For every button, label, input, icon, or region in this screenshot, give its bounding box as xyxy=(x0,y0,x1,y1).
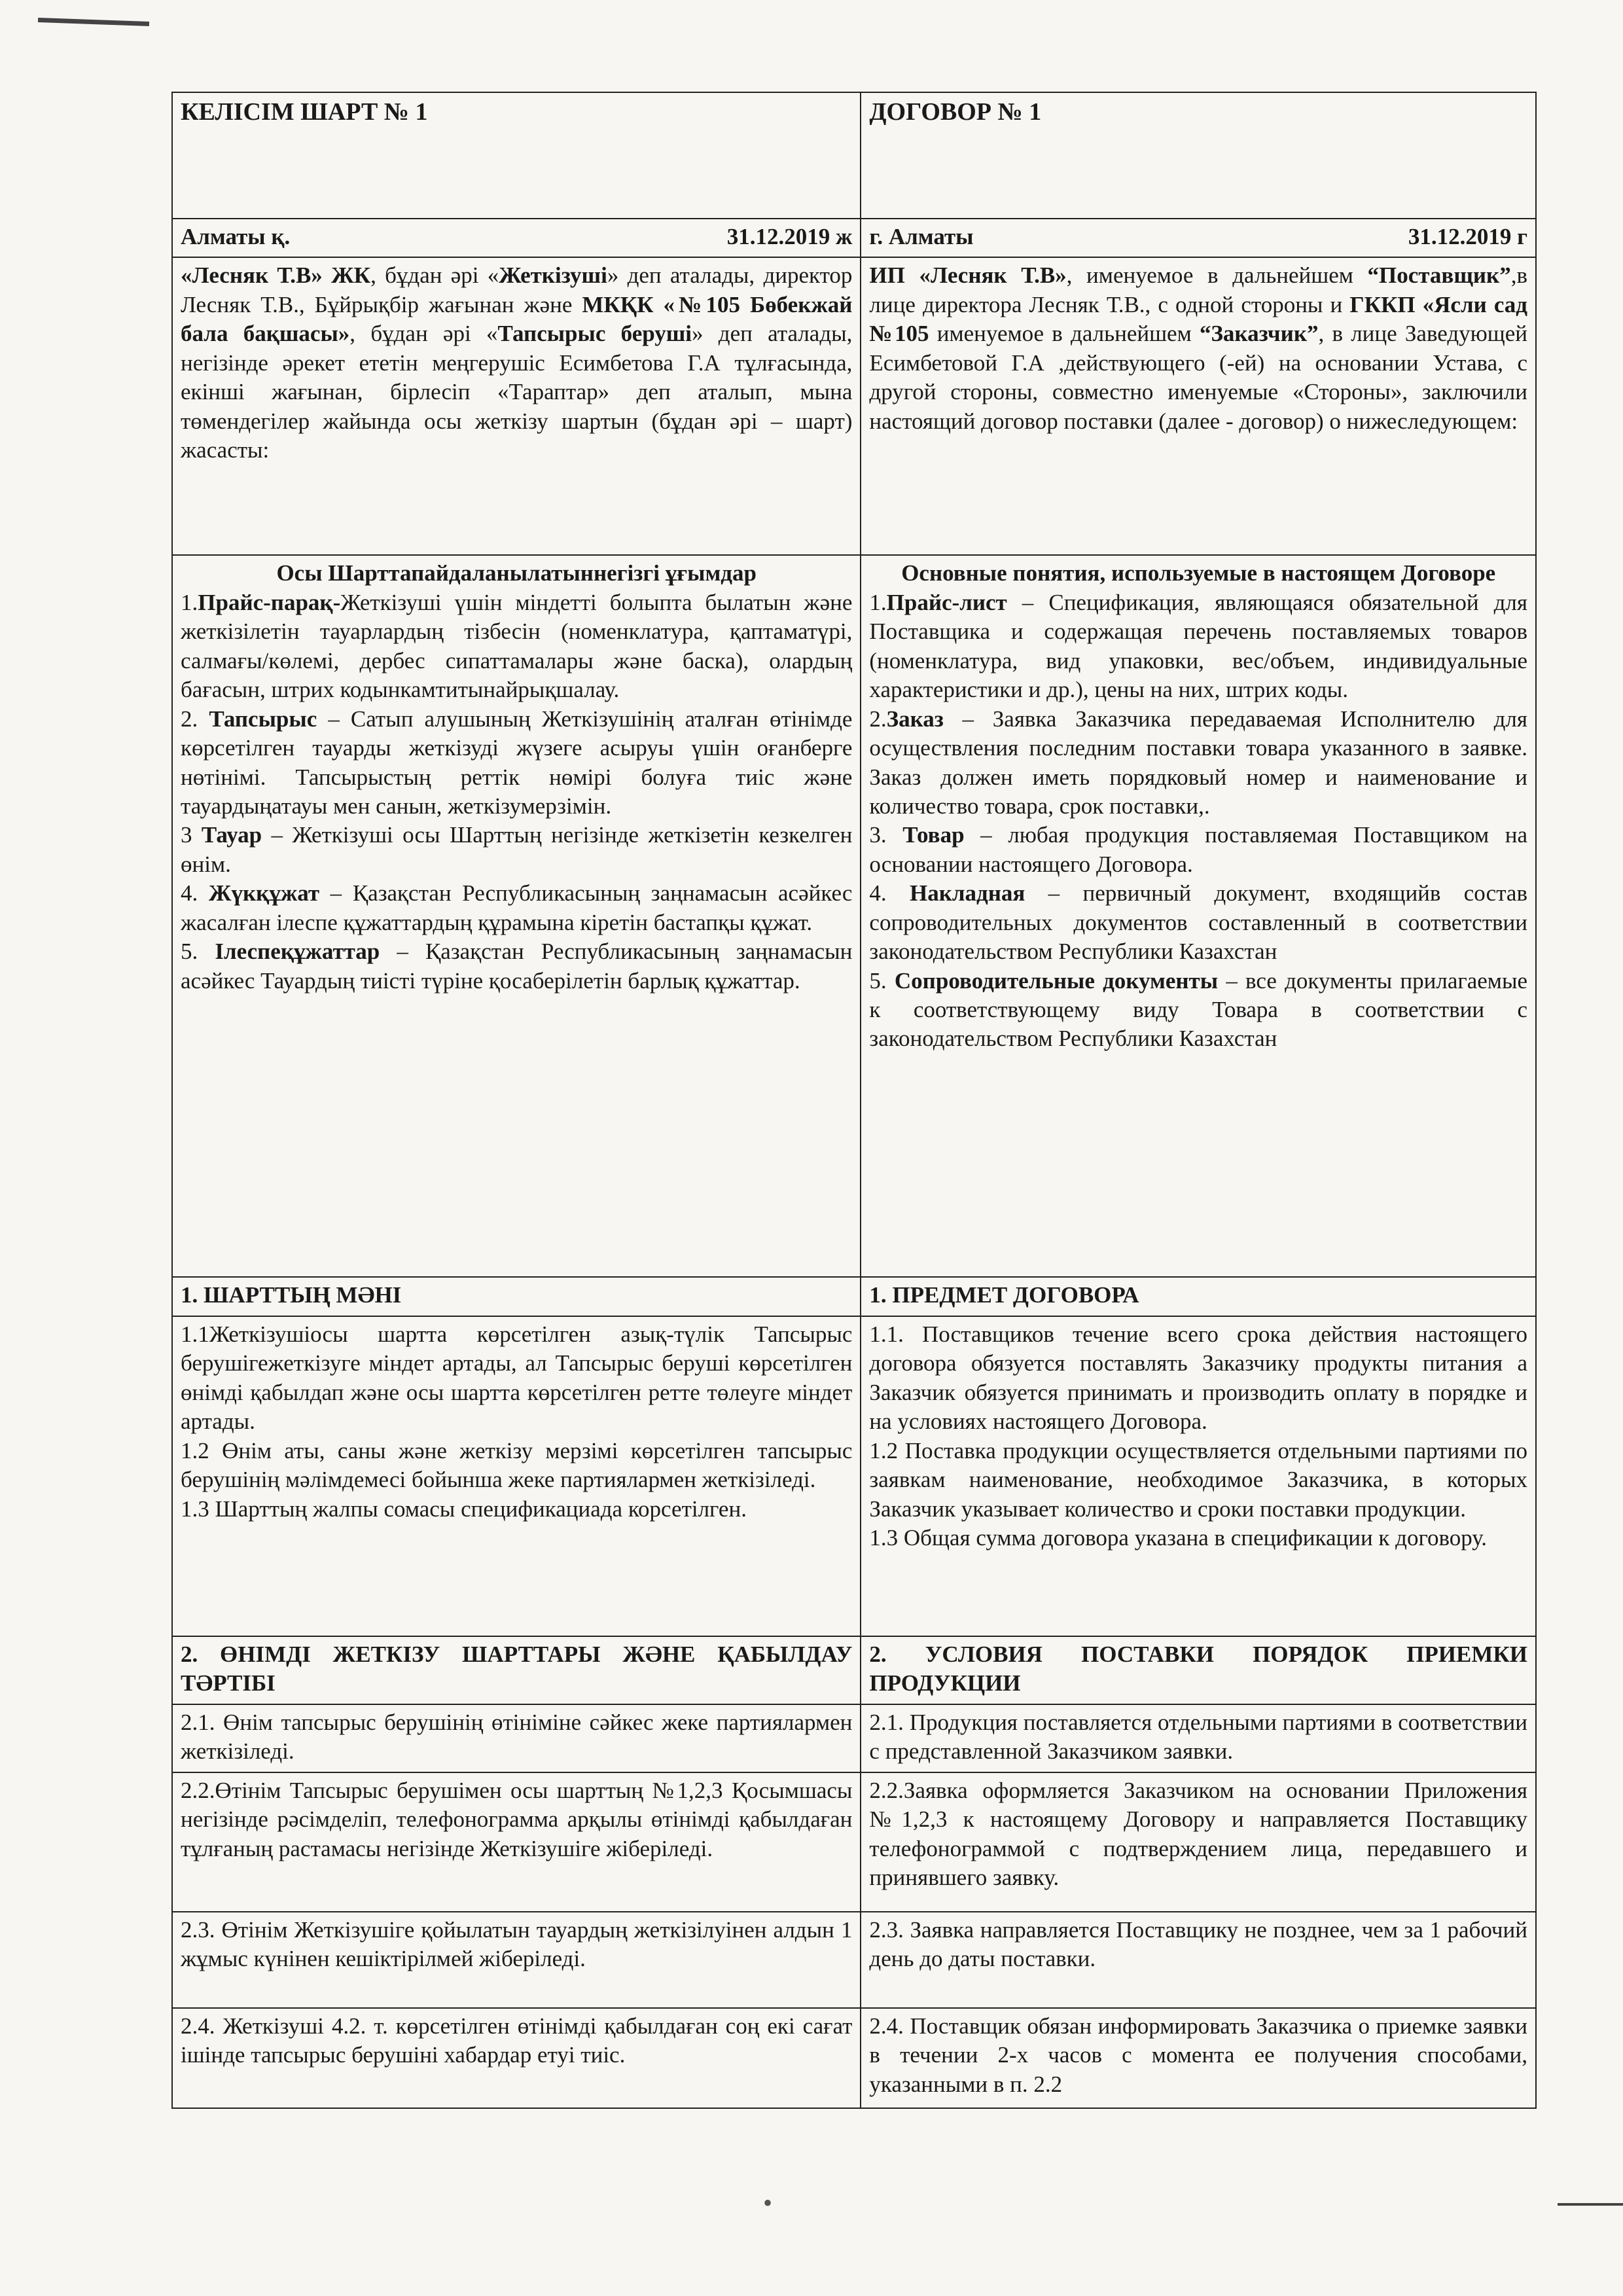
ru-definition-1 xyxy=(869,588,1527,705)
ru-clause-1-3: 1.3 Общая сумма договора указана в спецификации к договору. xyxy=(869,1524,1488,1551)
text: » деп аталады, негізінде әрекет ететін меңгерушіс Есимбетова Г.А тұлғасында, екінші жағынан, бірлесіп «Тараптар» деп аталып, мына төмендегілер жайында осы жеткізу шартын (бұдан әрі – шарт) жасасты: xyxy=(181,321,853,463)
ru-clause-2-3: 2.3. Заявка направляется Поставщику не позднее, чем за 1 рабочий день до даты поставки. xyxy=(861,1912,1536,2008)
kz-concepts xyxy=(172,555,861,1277)
text: 4. xyxy=(181,880,209,906)
ru-clause-1-1: 1.1. Поставщиков течение всего срока действия настоящего договора обязуется поставлять Заказчику продукты питания а Заказчик обязуется принимать и производить оплату в порядке и на условиях настоящего Договора. xyxy=(869,1321,1527,1435)
section-1-heading-row xyxy=(172,1277,1536,1316)
text-bold: “Заказчик” xyxy=(1199,321,1319,347)
text: 3. xyxy=(869,822,903,848)
section-1-body-row xyxy=(172,1316,1536,1636)
text: – Спецификация, являющаяся обязательной для Поставщика и содержащая перечень поставляемых товаров (номенклатура, вид упаковки, вес/объем, индивидуальные характеристики и др.), цены на них, штрих коды. xyxy=(869,589,1527,703)
kz-city: Алматы қ. xyxy=(181,224,291,249)
text: , именуемое в дальнейшем xyxy=(1066,262,1368,289)
text-bold: ГККП «Ясли сад №105 xyxy=(869,291,1527,347)
text-bold: “Поставщик” xyxy=(1367,262,1511,289)
kz-clause-1-3: 1.3 Шарттың жалпы сомасы спецификациада корсетілген. xyxy=(181,1496,747,1522)
scan-mark xyxy=(38,18,149,26)
text: – Қазақстан Республикасының заңнамасын асәйкес Тауардың тиісті түріне қосаберілетін барлық құжаттар. xyxy=(181,939,853,994)
text-bold: Тапсырыс беруші xyxy=(497,321,692,347)
text: – первичный документ, входящийв состав сопроводительных документов составленный в соответствии законодательством Республики Казахстан xyxy=(869,880,1527,965)
term: Тапсырыс xyxy=(209,706,317,732)
text: 5. xyxy=(869,967,895,994)
term: Жүкқұжат xyxy=(208,880,320,906)
ru-section-1-body xyxy=(861,1316,1536,1636)
kz-city-date-cell xyxy=(172,219,861,257)
kz-clause-2-4: 2.4. Жеткізуші 4.2. т. көрсетілген өтінімді қабылдаған соң екі сағат ішінде тапсырыс берушіні хабардар етуі тиіс. xyxy=(172,2008,861,2108)
term: Прайс-парақ- xyxy=(198,589,341,615)
text: 2. xyxy=(869,706,887,732)
ru-definition-5 xyxy=(869,967,1527,1054)
text: 2. xyxy=(181,706,209,732)
kz-clause-1-2: 1.2 Өнім аты, саны және жеткізу мерзімі көрсетілген тапсырыс берушінің мәлімдемесі бойынша жеке партиялармен жеткізіледі. xyxy=(181,1437,853,1493)
city-date-row xyxy=(172,219,1536,257)
term: Заказ xyxy=(886,706,944,732)
text: , бұдан әрі « xyxy=(349,321,498,347)
text-bold: МКҚК «№105 Бөбекжай бала бақшасы» xyxy=(181,291,853,347)
kz-date: 31.12.2019 ж xyxy=(726,224,853,249)
kz-definition-3 xyxy=(181,821,852,879)
kz-clause-2-1: 2.1. Өнім тапсырыс берушінің өтініміне сәйкес жеке партиялармен жеткізіледі. xyxy=(172,1704,861,1772)
text-bold: «Лесняк Т.В» ЖК xyxy=(181,262,371,289)
text: – Сатып алушының Жеткізушінің аталған өтінімде көрсетілген тауарды жеткізуді жүзеге асыруы үшін оғанберге нөтінімі. Тапсырыстың реттік нөмірі болуға тиіс және тауардыңатауы мен санын, жеткізумерзімін. xyxy=(181,706,853,819)
kz-clause-2-3: 2.3. Өтінім Жеткізушіге қойылатын тауардың жеткізілуінен алдын 1 жұмыс күнінен кешіктірілмей жіберіледі. xyxy=(172,1912,861,2008)
text: 1. xyxy=(869,589,887,615)
kz-definition-4 xyxy=(181,879,852,937)
term: Товар xyxy=(902,822,965,848)
kz-definition-2 xyxy=(181,705,852,821)
text: 4. xyxy=(869,880,910,906)
ru-date: 31.12.2019 г xyxy=(1408,224,1527,249)
text: – Жеткізуші осы Шарттың негізінде жеткізетін кезкелген өнім. xyxy=(181,822,853,877)
text: , бұдан әрі « xyxy=(370,262,499,289)
ru-clause-1-2: 1.2 Поставка продукции осуществляется отдельными партиями по заявкам наименование, необходимое Заказчика, в которых Заказчик указывает количество и сроки поставки продукции. xyxy=(869,1437,1527,1522)
text: » деп аталады, директор Лесняк Т.В., Бұйрықбір жағынан және xyxy=(181,262,853,317)
term: Тауар xyxy=(201,822,262,848)
text: – все документы прилагаемые к соответствующему виду Товара в соответствии с законодательством Республики Казахстан xyxy=(869,967,1528,1052)
clause-2-2-row xyxy=(172,1772,1536,1912)
ru-intro xyxy=(861,257,1536,555)
ru-city-date-cell xyxy=(861,219,1536,257)
text: 5. xyxy=(181,939,215,965)
ru-clause-2-1: 2.1. Продукция поставляется отдельными партиями в соответствии с представленной Заказчиком заявки. xyxy=(861,1704,1536,1772)
concepts-row xyxy=(172,555,1536,1277)
ru-clause-2-2: 2.2.Заявка оформляется Заказчиком на основании Приложения №1,2,3 к настоящему Договору и направляется Поставщику телефонограммой с подтверждением лица, передавшего и принявшего заявку. xyxy=(861,1772,1536,1912)
text: – любая продукция поставляемая Поставщиком на основании настоящего Договора. xyxy=(869,822,1528,877)
title-row xyxy=(172,92,1536,219)
ru-section-1-title: 1. ПРЕДМЕТ ДОГОВОРА xyxy=(861,1277,1536,1316)
text: ,в лице директора Лесняк Т.В., с одной стороны и xyxy=(869,262,1527,317)
term: Накладная xyxy=(909,880,1026,906)
ru-concepts xyxy=(861,555,1536,1277)
text: Жеткізуші үшін міндетті болыпта былатын және жеткізілетін тауарлардың тізбесін (номенклатура, қаптаматүрі, салмағы/көлемі, дербес сипаттамалары және баска), олардың бағасын, штрих кодынкамтитынайрықшалау. xyxy=(181,589,853,703)
ru-concepts-heading: Основные понятия, используемые в настоящем Договоре xyxy=(901,560,1496,586)
scan-mark xyxy=(1558,2203,1623,2206)
term: Ілеспеқұжаттар xyxy=(215,939,380,965)
kz-section-2-title: 2. ӨНІМДІ ЖЕТКІЗУ ШАРТТАРЫ ЖӘНЕ ҚАБЫЛДАУ ТӘРТІБІ xyxy=(172,1636,861,1704)
kz-title: КЕЛІСІМ ШАРТ № 1 xyxy=(172,92,861,219)
text: – Заявка Заказчика передаваемая Исполнителю для осуществления последним поставки товара указанного в заявке. Заказ должен иметь порядковый номер и наименование и количество товара, срок поставки,. xyxy=(869,706,1527,819)
ru-city: г. Алматы xyxy=(869,224,974,249)
intro-row xyxy=(172,257,1536,555)
ru-definition-3 xyxy=(869,821,1527,879)
clause-2-4-row xyxy=(172,2008,1536,2108)
ru-title: ДОГОВОР № 1 xyxy=(861,92,1536,219)
ru-definition-2 xyxy=(869,705,1527,821)
kz-section-1-body xyxy=(172,1316,861,1636)
ru-definition-4 xyxy=(869,879,1527,966)
kz-intro xyxy=(172,257,861,555)
kz-definition-1 xyxy=(181,588,852,705)
kz-definition-5 xyxy=(181,937,852,996)
text: 3 xyxy=(181,822,202,848)
kz-concepts-heading: Осы Шарттапайдаланылатыннегізгі ұғымдар xyxy=(276,560,757,586)
text: , в лице Заведующей Есимбетовой Г.А ,действующего (-ей) на основании Устава, с другой стороны, совместно именуемые «Стороны», заключили настоящий договор поставки (далее - договор) о нижеследующем: xyxy=(869,321,1528,434)
ru-clause-2-4: 2.4. Поставщик обязан информировать Заказчика о приемке заявки в течении 2-х часов с момента ее получения способами, указанными в п. 2.2 xyxy=(861,2008,1536,2108)
kz-clause-1-1: 1.1Жеткізушіосы шартта көрсетілген азық-түлік Тапсырыс берушігежеткізуге міндет артады, ал Тапсырыс беруші көрсетілген өнімді қабылдап және осы шартта көрсетілген ретте төлеуге міндет артады. xyxy=(181,1321,853,1435)
text: – Қазақстан Республикасының заңнамасын асәйкес жасалған ілеспе құжаттардың құрамына кіретін бастапқы құжат. xyxy=(181,880,853,935)
clause-2-3-row xyxy=(172,1912,1536,2008)
text-bold: Жеткізуші xyxy=(499,262,607,289)
text: именуемое в дальнейшем xyxy=(929,321,1200,347)
contract-table xyxy=(171,92,1537,2109)
term: Сопроводительные документы xyxy=(894,967,1219,994)
kz-section-1-title: 1. ШАРТТЫҢ МӘНІ xyxy=(172,1277,861,1316)
clause-2-1-row xyxy=(172,1704,1536,1772)
scan-dot: • xyxy=(763,2188,773,2217)
section-2-heading-row xyxy=(172,1636,1536,1704)
ru-section-2-title: 2. УСЛОВИЯ ПОСТАВКИ ПОРЯДОК ПРИЕМКИ ПРОДУКЦИИ xyxy=(861,1636,1536,1704)
kz-clause-2-2: 2.2.Өтінім Тапсырыс берушімен осы шарттың №1,2,3 Қосымшасы негізінде рәсімделіп, телефонограмма арқылы өтінімді қабылдаған тұлғаның растамасы негізінде Жеткізушіге жіберіледі. xyxy=(172,1772,861,1912)
text-bold: ИП «Лесняк Т.В» xyxy=(869,262,1067,289)
text: 1. xyxy=(181,589,198,615)
term: Прайс-лист xyxy=(886,589,1007,615)
